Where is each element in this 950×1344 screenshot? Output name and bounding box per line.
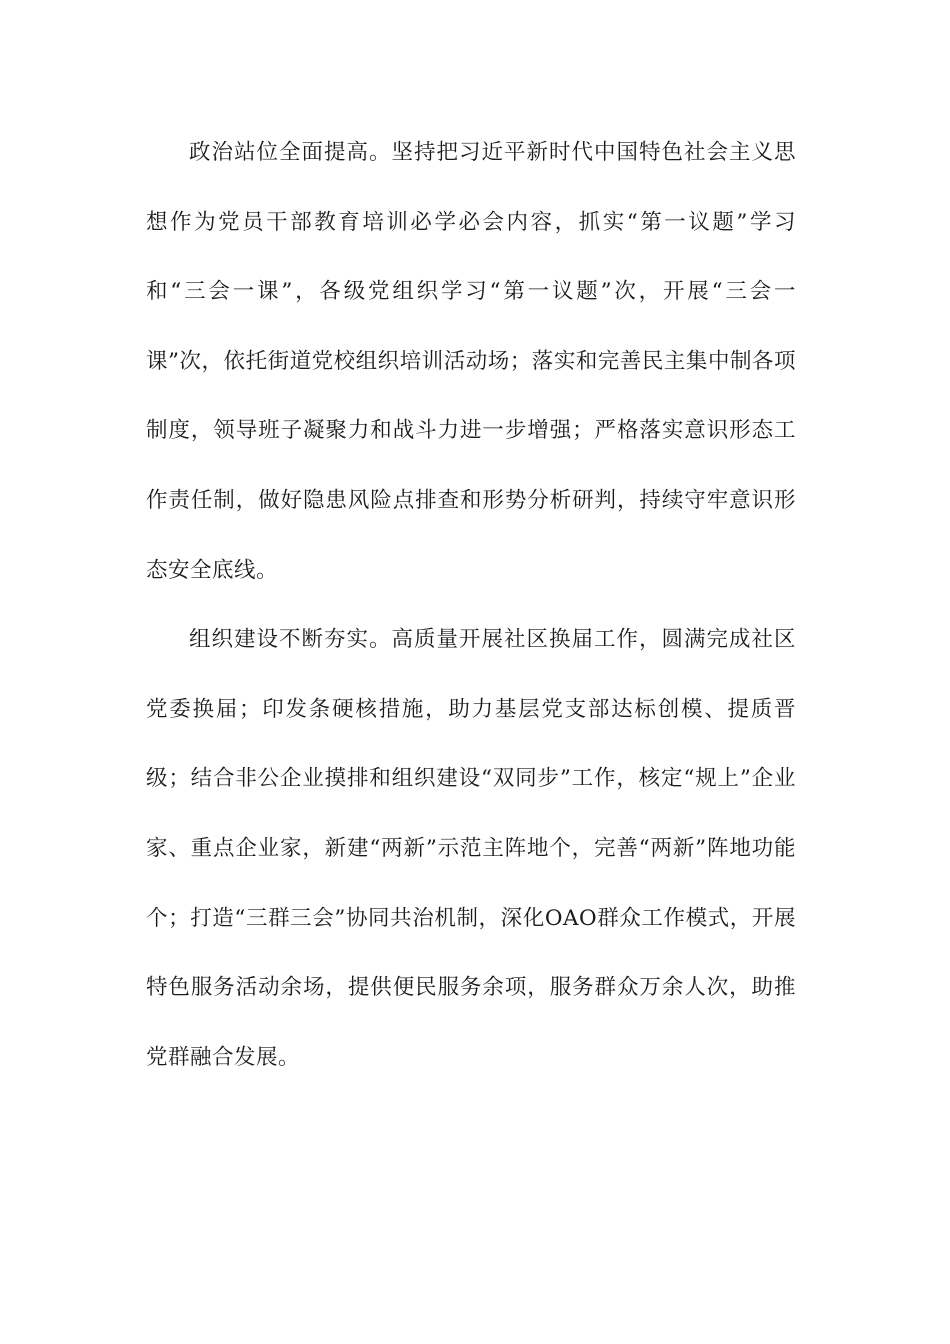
paragraph-organization-building: 组织建设不断夯实。高质量开展社区换届工作，圆满完成社区党委换届；印发条硬核措施，助力基层党支部达标创模、提质晋级；结合非公企业摸排和组织建设“双同步”工作，核定“规上”企业家、重点企业家，新建“两新”示范主阵地个，完善“两新”阵地功能个；打造“三群三会”协同共治机制，深化OAO群众工作模式，开展特色服务活动余场，提供便民服务余项，服务群众万余人次，助推党群融合发展。	[146, 627, 796, 1070]
paragraph-political-stance: 政治站位全面提高。坚持把习近平新时代中国特色社会主义思想作为党员干部教育培训必学必会内容，抓实“第一议题”学习和“三会一课”，各级党组织学习“第一议题”次，开展“三会一课”次，依托街道党校组织培训活动场；落实和完善民主集中制各项制度，领导班子凝聚力和战斗力进一步增强；严格落实意识形态工作责任制，做好隐患风险点排查和形势分析研判，持续守牢意识形态安全底线。	[146, 140, 796, 583]
document-body	[146, 118, 796, 1092]
